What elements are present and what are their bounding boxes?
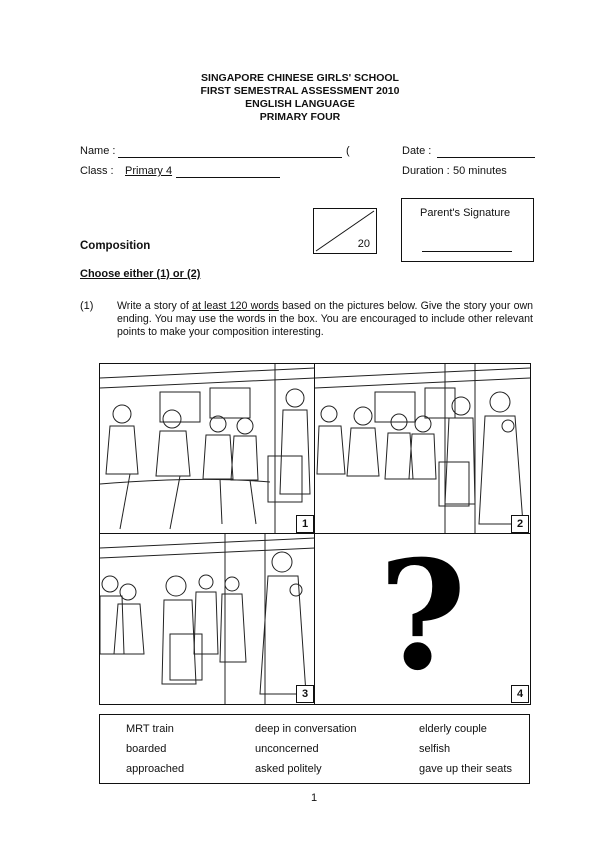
word-item: selfish (419, 743, 451, 755)
date-line[interactable] (437, 157, 535, 158)
word-item: gave up their seats (419, 763, 512, 775)
name-paren: ( (346, 145, 350, 157)
duration-value: 50 minutes (453, 165, 507, 177)
signature-label: Parent's Signature (420, 207, 511, 219)
question-text-a: Write a story of (117, 300, 193, 312)
question-text-b: based on the pictures below. Give the story your own ending. You may use the words in the box. You are encouraged to include other relevant points to make your composition interesting. (117, 300, 533, 338)
section-instruction: Choose either (1) or (2) (80, 268, 201, 280)
assessment-title: FIRST SEMESTRAL ASSESSMENT 2010 (200, 85, 400, 97)
word-item: deep in conversation (255, 723, 357, 735)
question-mark-icon: ? (378, 533, 467, 704)
date-label: Date : (402, 145, 432, 157)
train-scene-3-illustration (100, 534, 315, 704)
panel-number-3: 3 (296, 685, 314, 703)
train-scene-2-illustration (315, 364, 530, 534)
name-label: Name : (80, 145, 116, 157)
word-item: asked politely (255, 763, 322, 775)
panel-number-2: 2 (511, 515, 529, 533)
section-title: Composition (80, 240, 151, 252)
question-text (117, 300, 533, 339)
panel-number-4: 4 (511, 685, 529, 703)
signature-line (422, 251, 512, 252)
picture-panel-3 (99, 533, 316, 705)
word-item: unconcerned (255, 743, 319, 755)
picture-panel-1 (99, 363, 316, 535)
panel-number-1: 1 (296, 515, 314, 533)
word-item: boarded (126, 743, 167, 755)
class-label: Class : (80, 165, 114, 177)
train-scene-1-illustration (100, 364, 315, 534)
word-item: approached (126, 763, 185, 775)
level-title: PRIMARY FOUR (259, 111, 341, 123)
picture-panel-4 (314, 533, 531, 705)
question-word-count: at least 120 words (192, 300, 279, 312)
class-value: Primary 4 (125, 165, 173, 177)
marks-total: 20 (357, 238, 370, 250)
marks-box (313, 208, 377, 254)
school-name: SINGAPORE CHINESE GIRLS' SCHOOL (201, 72, 399, 84)
name-line[interactable] (118, 157, 342, 158)
subject-title: ENGLISH LANGUAGE (245, 98, 355, 110)
page-number: 1 (310, 792, 318, 804)
signature-box[interactable] (401, 198, 534, 262)
question-number: (1) (80, 300, 94, 312)
picture-panel-2 (314, 363, 531, 535)
duration-label: Duration : (402, 165, 450, 177)
word-item: MRT train (126, 723, 174, 735)
class-line (176, 177, 280, 178)
word-item: elderly couple (419, 723, 487, 735)
word-box (99, 714, 530, 784)
